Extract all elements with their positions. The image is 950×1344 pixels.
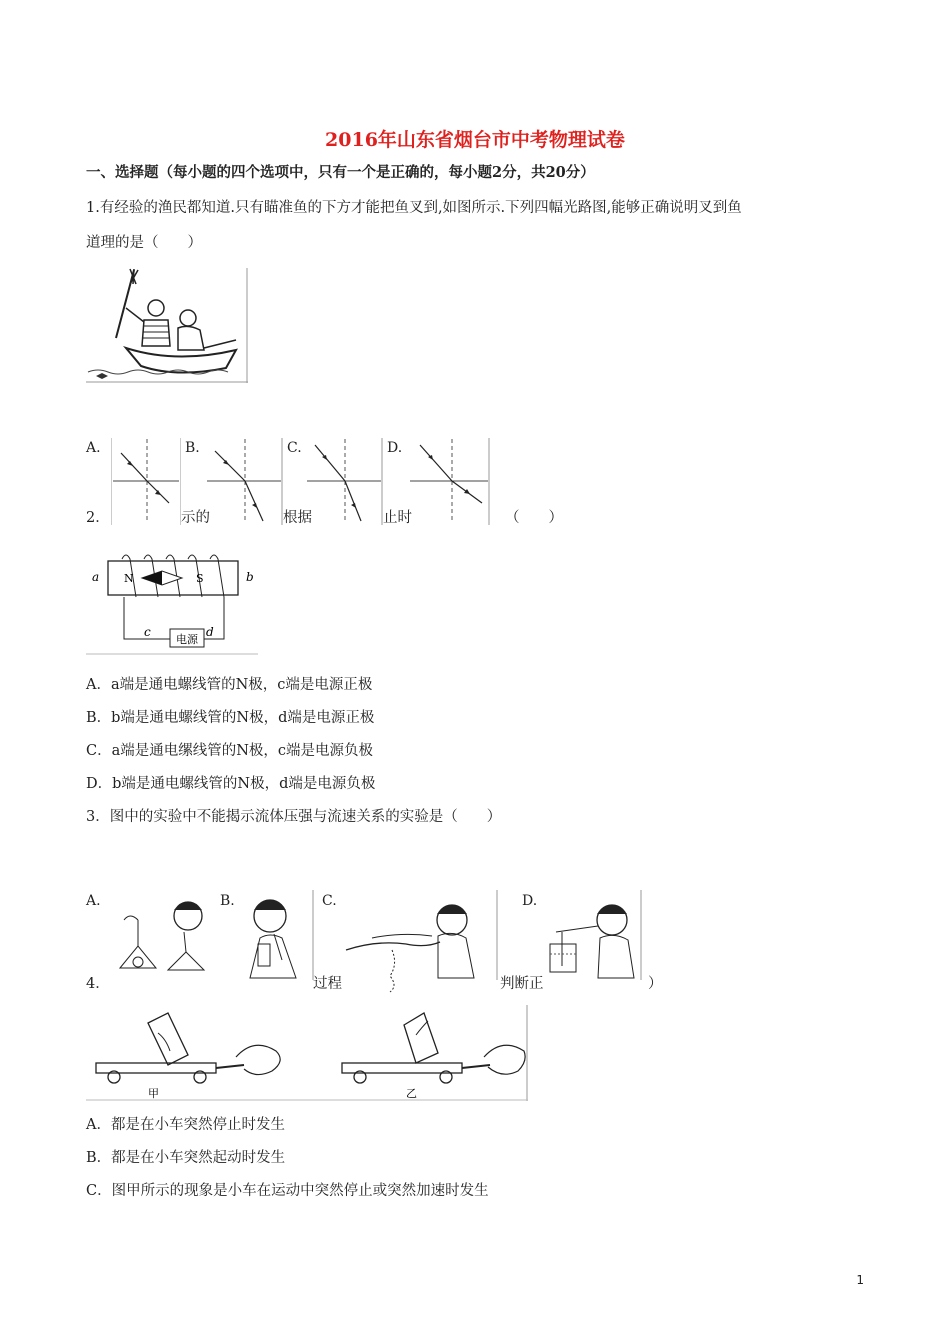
- q3-option-d-straw-figure: [542, 890, 642, 980]
- q4-option-a: A．都是在小车突然停止时发生: [86, 1117, 285, 1133]
- q2-option-d: D．b端是通电螺线管的N极，d端是电源负极: [86, 776, 376, 792]
- label-b: b: [246, 570, 254, 584]
- label-S: S: [196, 572, 204, 585]
- q3-option-c-label: C.: [322, 893, 337, 909]
- q1-option-d-diagram: [408, 437, 490, 525]
- q3-option-a-funnel-figure: [106, 890, 214, 980]
- q1-option-a-label: A.: [86, 440, 101, 456]
- label-jia: 甲: [148, 1087, 159, 1100]
- page-title: 2016年山东省烟台市中考物理试卷: [325, 129, 625, 151]
- q2-option-a: A．a端是通电螺线管的N极，c端是电源正极: [86, 677, 373, 693]
- q2-stem-fragment-3: 根据: [283, 510, 312, 526]
- q2-stem-fragment-1: 2．: [86, 510, 110, 526]
- q4-stem-fragment-2: 过程: [313, 976, 342, 992]
- q1-option-c-label: C.: [287, 440, 302, 456]
- q4-stem-fragment-3: 判断正: [500, 976, 544, 992]
- label-a: a: [92, 570, 100, 584]
- q4-stem-fragment-1: 4．: [86, 976, 110, 992]
- q4-option-b: B．都是在小车突然起动时发生: [86, 1150, 286, 1166]
- label-N: N: [124, 572, 134, 585]
- label-power-source: 电源: [176, 633, 198, 646]
- q2-option-b: B．b端是通电螺线管的N极，d端是电源正极: [86, 710, 375, 726]
- q1-option-d-label: D.: [387, 440, 403, 456]
- q3-option-c-strip-figure: [342, 890, 498, 994]
- q1-option-c-diagram: [305, 437, 383, 525]
- q1-stem-line1: 1.有经验的渔民都知道.只有瞄准鱼的下方才能把鱼叉到,如图所示.下列四幅光路图,能够正确说明叉到鱼: [86, 200, 742, 216]
- q2-stem-fragment-5: （ ）: [505, 510, 563, 526]
- q1-stem-line2: 道理的是（ ）: [86, 235, 202, 251]
- q1-option-a-diagram: [111, 437, 181, 525]
- q3-stem: 3．图中的实验中不能揭示流体压强与流速关系的实验是（ ）: [86, 809, 502, 825]
- label-d: d: [206, 625, 214, 639]
- q2-option-c: C．a端是通电缧线管的N极，c端是电源负极: [86, 743, 374, 759]
- cart-block-figure: [86, 1005, 528, 1101]
- q4-option-c: C．图甲所示的现象是小车在运动中突然停止或突然加速时发生: [86, 1183, 489, 1199]
- q3-option-b-paper-figure: [240, 890, 314, 980]
- q4-stem-fragment-4: ）: [648, 976, 663, 992]
- solenoid-circuit-figure: [86, 547, 258, 655]
- q2-stem-fragment-2: 示的: [181, 510, 210, 526]
- q3-option-d-label: D.: [522, 893, 538, 909]
- label-yi: 乙: [406, 1087, 417, 1100]
- q3-option-a-label: A.: [86, 893, 101, 909]
- q2-stem-fragment-4: 止时: [383, 510, 412, 526]
- page-number: 1: [856, 1273, 864, 1287]
- q1-option-b-diagram: [205, 437, 283, 525]
- section-heading: 一、选择题（每小题的四个选项中，只有一个是正确的，每小题2分，共20分）: [86, 164, 595, 181]
- label-c: c: [144, 625, 151, 639]
- q1-option-b-label: B.: [185, 440, 200, 456]
- fisherman-boat-figure: [86, 268, 248, 383]
- q3-option-b-label: B.: [220, 893, 235, 909]
